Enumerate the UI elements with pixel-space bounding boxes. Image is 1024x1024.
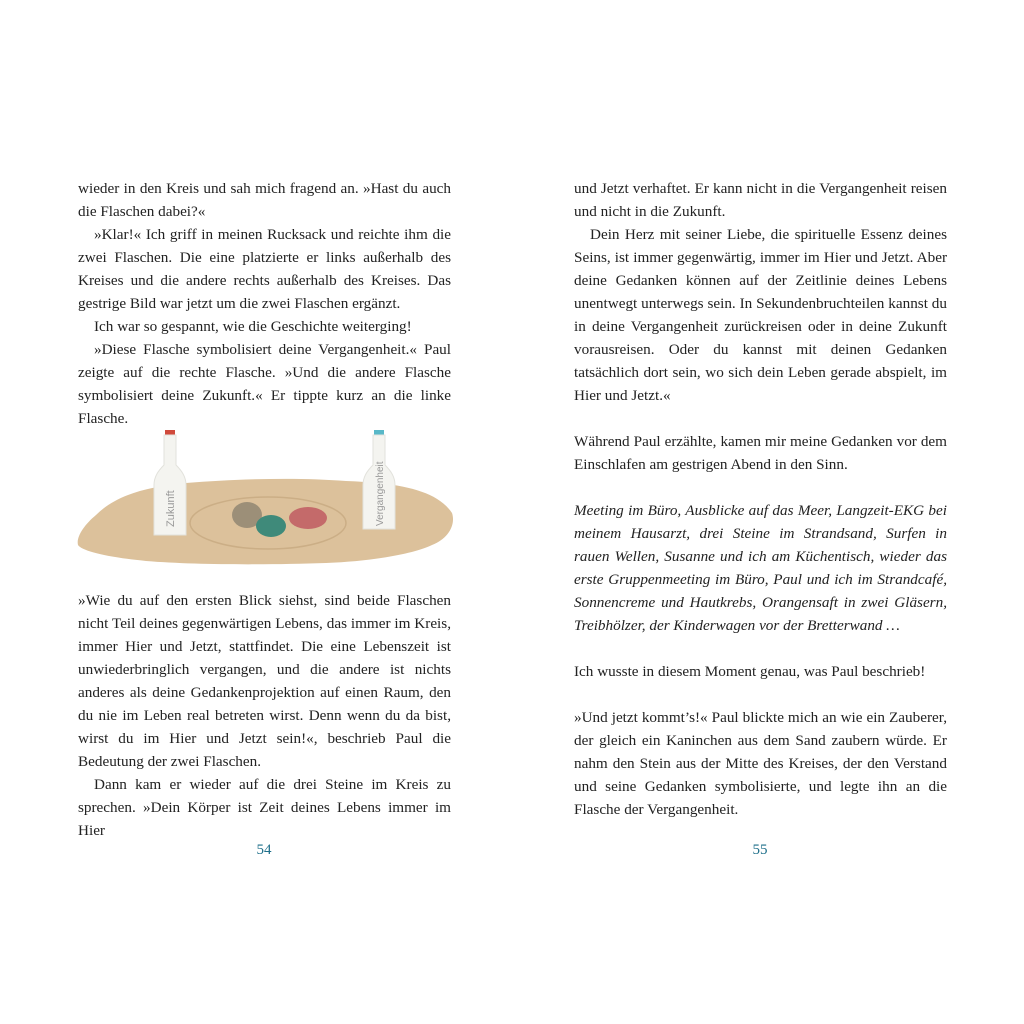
paragraph: Ich wusste in diesem Moment genau, was Paul beschrieb! bbox=[574, 663, 926, 680]
paragraph: »Klar!« Ich griff in meinen Rucksack und reichte ihm die zwei Flaschen. Die eine platzierte er links außerhalb des Kreises und die andere rechts außerhalb des Kreises. Das gestrige Bild war jetzt um die zwei Flaschen ergänzt. bbox=[78, 226, 451, 312]
stone-green bbox=[256, 515, 286, 537]
paragraph: Dein Herz mit seiner Liebe, die spirituelle Essenz deines Seins, ist immer gegenwärtig, immer im Hier und Jetzt. Aber deine Gedanken können auf der Zeitlinie deines Lebens unentwegt unterwegs sein. In Sekundenbruchteilen kannst du in deine Vergangenheit zurückreisen oder in deine Zukunft vorausreisen. Oder du kannst mit deinen Gedanken tatsächlich dort sein, wo sich dein Leben gerade abspielt, im Hier und Jetzt.« bbox=[574, 226, 947, 404]
left-text-block-top bbox=[78, 177, 451, 430]
paragraph: Dann kam er wieder auf die drei Steine im Kreis zu sprechen. »Dein Körper ist Zeit deines Lebens immer im Hier bbox=[78, 776, 451, 839]
paragraph: wieder in den Kreis und sah mich fragend an. »Hast du auch die Flaschen dabei?« bbox=[78, 180, 451, 220]
paragraph: »Und jetzt kommt’s!« Paul blickte mich an wie ein Zauberer, der gleich ein Kaninchen aus dem Sand zaubern würde. Er nahm den Stein aus der Mitte des Kreises, der den Verstand und seine Gedanken symbolisierte, und legte ihn an die Flasche der Vergangenheit. bbox=[574, 709, 947, 818]
left-bottle-label: Zukunft bbox=[165, 490, 177, 527]
sand-bottles-stones-illustration bbox=[76, 425, 456, 575]
stone-red bbox=[289, 507, 327, 529]
left-text-block-bottom bbox=[78, 589, 451, 842]
right-bottle bbox=[363, 430, 395, 529]
left-bottle bbox=[154, 430, 186, 535]
right-bottle-cap bbox=[374, 430, 384, 435]
paragraph: »Diese Flasche symbolisiert deine Vergangenheit.« Paul zeigte auf die rechte Flasche. »Und die andere Flasche symbolisiert deine Zukunft.« Er tippte kurz an die linke Flasche. bbox=[78, 341, 451, 427]
paragraph: »Wie du auf den ersten Blick siehst, sind beide Flaschen nicht Teil deines gegenwärtigen Lebens, das immer im Kreis, immer Hier und Jetzt, stattfindet. Die eine Lebenszeit ist unwiederbringlich vergangen, und die andere ist nichts anderes als deine Gedankenprojektion auf einen Raum, den du nie im Leben real betreten wirst. Denn wenn du da bist, wirst du im Hier und Jetzt sein!«, beschrieb Paul die Bedeutung der zwei Flaschen. bbox=[78, 592, 451, 770]
italic-paragraph: Meeting im Büro, Ausblicke auf das Meer, Langzeit-EKG bei meinem Hausarzt, drei Steine im Strandsand, Surfen in rauen Wellen, Susanne und ich am Küchentisch, wieder das erste Gruppenmeeting im Büro, Paul und ich im Strandcafé, Sonnencreme und Hautkrebs, Orangensaft in zwei Gläsern, Treibhölzer, der Kinderwagen vor der Bretterwand … bbox=[574, 502, 947, 634]
right-text-block bbox=[574, 177, 947, 821]
right-page bbox=[512, 0, 1024, 1024]
paragraph: Während Paul erzählte, kamen mir meine Gedanken vor dem Einschlafen am gestrigen Abend in den Sinn. bbox=[574, 433, 947, 473]
left-bottle-cap bbox=[165, 430, 175, 435]
page-number: 55 bbox=[752, 842, 768, 858]
paragraph: Ich war so gespannt, wie die Geschichte weiterging! bbox=[94, 318, 412, 335]
right-bottle-label: Vergangenheit bbox=[375, 461, 386, 526]
page-number: 54 bbox=[256, 842, 272, 858]
paragraph: und Jetzt verhaftet. Er kann nicht in die Vergangenheit reisen und nicht in die Zukunft. bbox=[574, 180, 947, 220]
